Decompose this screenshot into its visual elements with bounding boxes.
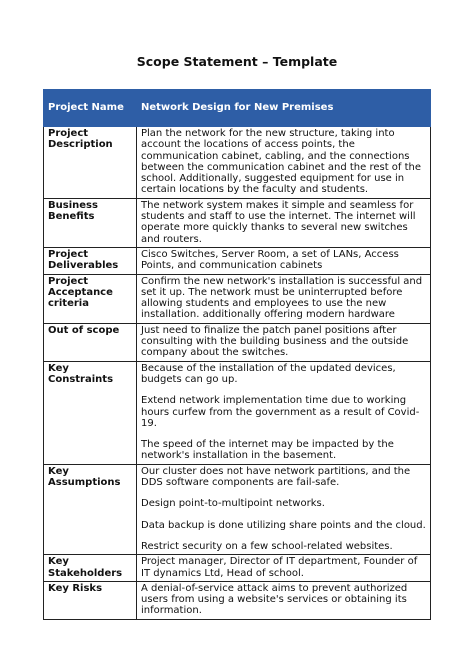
row-label-key-risks: Key Risks xyxy=(44,581,137,619)
project-name-label: Project Name xyxy=(44,90,137,127)
row-value-key-constraints xyxy=(137,361,431,464)
cell-paragraph: Plan the network for the new structure, taking into account the locations of access points, the communication cabinet, cabling, and the connections between the communication cabinet and the rest of the school. Additionally, suggested equipment for use in certain locations by the faculty and students. xyxy=(141,128,422,196)
table-row xyxy=(44,198,431,247)
row-label-key-constraints: Key Constraints xyxy=(44,361,137,464)
row-label-acceptance-criteria: Project Acceptance criteria xyxy=(44,274,137,323)
row-label-key-stakeholders: Key Stakeholders xyxy=(44,555,137,582)
cell-paragraph: Because of the installation of the updated devices, budgets can go up. xyxy=(141,362,396,385)
project-name-value: Network Design for New Premises xyxy=(137,90,431,127)
header-row xyxy=(44,90,431,127)
scope-table xyxy=(43,89,431,620)
cell-paragraph: Confirm the new network's installation is successful and set it up. The network must be uninterrupted before allowing students and employees to use the new installation. additionally offering modern hardware xyxy=(141,275,423,321)
row-value-key-risks xyxy=(137,581,431,619)
table-row xyxy=(44,361,431,464)
cell-paragraph: Design point-to-multipoint networks. xyxy=(141,498,325,510)
table-row xyxy=(44,323,431,361)
row-value-acceptance-criteria xyxy=(137,274,431,323)
cell-paragraph: The network system makes it simple and seamless for students and staff to use the internet. The internet will operate more quickly thanks to several new switches and routers. xyxy=(141,199,416,245)
row-label-key-assumptions: Key Assumptions xyxy=(44,464,137,554)
table-body xyxy=(44,127,431,620)
table-header xyxy=(44,90,431,127)
cell-paragraph: Restrict security on a few school-related websites. xyxy=(141,540,393,552)
table-row xyxy=(44,274,431,323)
cell-paragraph: Our cluster does not have network partitions, and the DDS software components are fail-safe. xyxy=(141,465,411,489)
document-title: Scope Statement – Template xyxy=(136,54,338,69)
table-row xyxy=(44,555,431,582)
cell-paragraph: Just need to finalize the patch panel positions after consulting with the building business and the outside company about the switches. xyxy=(141,324,409,359)
row-label-business-benefits: Business Benefits xyxy=(44,198,137,247)
cell-paragraph: A denial-of-service attack aims to prevent authorized users from using a website's services or obtaining its information. xyxy=(141,582,408,617)
row-value-key-assumptions xyxy=(137,464,431,554)
table-row xyxy=(44,581,431,619)
table-row xyxy=(44,127,431,199)
row-value-key-stakeholders xyxy=(137,555,431,582)
cell-paragraph: Project manager, Director of IT department, Founder of IT dynamics Ltd, Head of school. xyxy=(141,556,418,579)
row-value-out-of-scope xyxy=(137,323,431,361)
table-row xyxy=(44,247,431,274)
cell-paragraph: Extend network implementation time due to working hours curfew from the government as a result of Covid-19. xyxy=(141,395,420,429)
cell-paragraph: Cisco Switches, Server Room, a set of LANs, Access Points, and communication cabinets xyxy=(141,248,399,272)
cell-paragraph: Data backup is done utilizing share points and the cloud. xyxy=(141,519,426,531)
cell-paragraph: The speed of the internet may be impacted by the network's installation in the basement. xyxy=(141,439,394,462)
row-label-out-of-scope: Out of scope xyxy=(44,323,137,361)
row-label-project-description: Project Description xyxy=(44,127,137,199)
row-value-business-benefits xyxy=(137,198,431,247)
table-row xyxy=(44,464,431,554)
row-label-project-deliverables: Project Deliverables xyxy=(44,247,137,274)
row-value-project-description xyxy=(137,127,431,199)
row-value-project-deliverables xyxy=(137,247,431,274)
